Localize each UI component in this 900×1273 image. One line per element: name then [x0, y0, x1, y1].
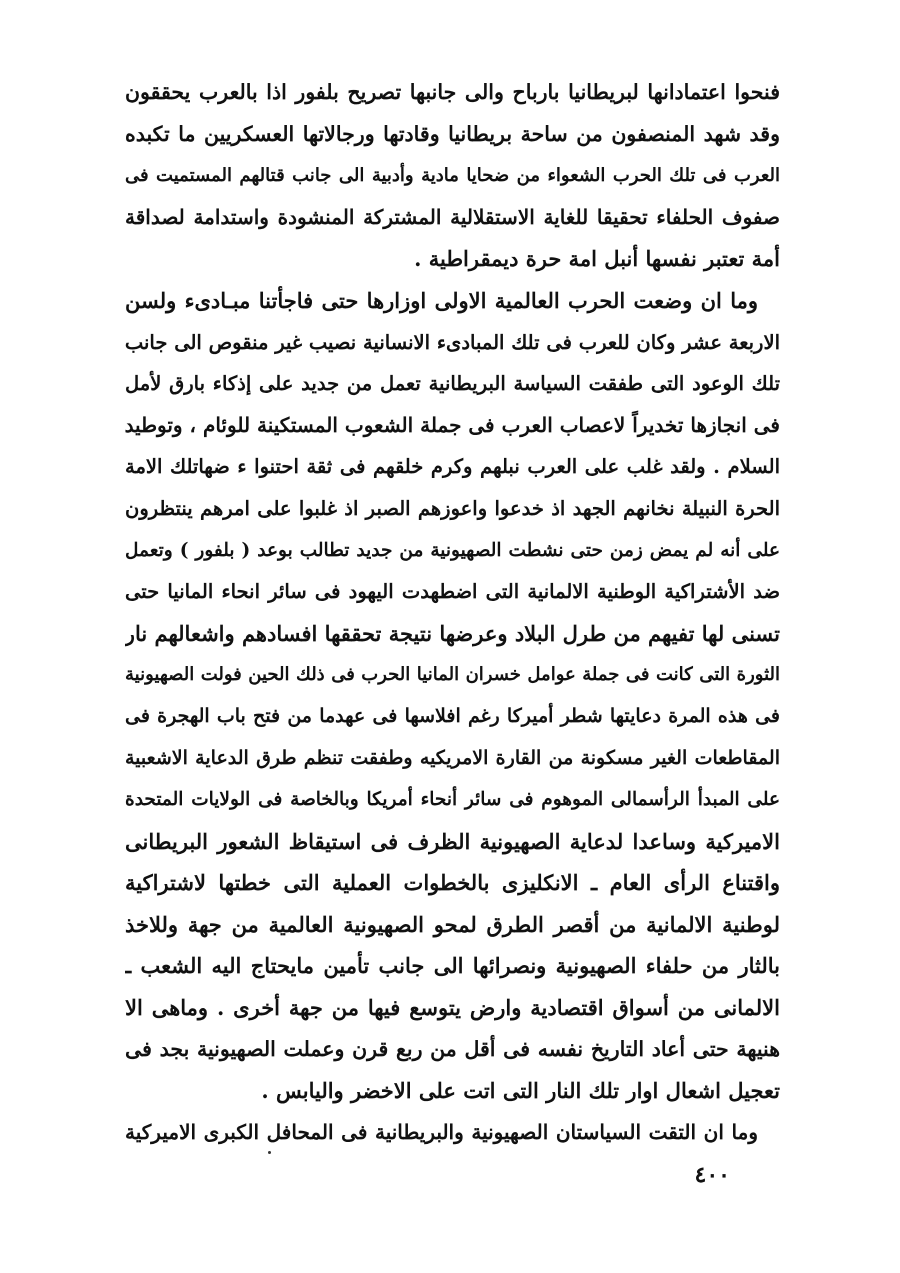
- text-line: الاربعة عشر وكان للعرب فى تلك المبادىء الانسانية نصيب غير منقوص الى جانب: [125, 330, 780, 354]
- text-line: العرب فى تلك الحرب الشعواء من ضحايا مادية وأدبية الى جانب قتالهم المستميت فى: [125, 165, 780, 187]
- text-line: السلام . ولقد غلب على العرب نبلهم وكرم خلقهم فى ثقة احتنوا ء ضهاتلك الامة: [125, 455, 780, 479]
- paragraph-end-line: تعجيل اشعال اوار تلك النار التى اتت على الاخضر واليابس .: [261, 1078, 780, 1104]
- text-line: هنيهة حتى أعاد التاريخ نفسه فى أقل من ربع قرن وعملت الصهيونية بجد فى: [125, 1036, 780, 1061]
- text-line: تلك الوعود التى طفقت السياسة البريطانية تعمل من جديد على إذكاء بارق لأمل: [125, 372, 780, 396]
- paragraph-start-line: وما ان التقت السياستان الصهيونية والبريطانية فى المحافل الكبرى الاميركية: [125, 1119, 758, 1144]
- scan-speck: [268, 1151, 271, 1154]
- page-number: ٤٠٠: [694, 1162, 730, 1188]
- text-line: تسنى لها تفيهم من طرل البلاد وعرضها نتيجة تحققها افسادهم واشعالهم نار: [125, 620, 780, 646]
- text-line: وقد شهد المنصفون من ساحة بريطانيا وقادتها ورجالاتها العسكريين ما تكبده: [125, 121, 780, 146]
- text-line: بالثار من حلفاء الصهيونية ونصرائها الى جانب تأمين مايحتاج اليه الشعب ـ: [125, 953, 780, 979]
- text-line: على أنه لم يمض زمن حتى نشطت الصهيونية من جديد تطالب بوعد ( بلفور ) وتعمل: [125, 539, 780, 561]
- text-line: لوطنية الالمانية من أقصر الطرق لمحو الصهيونية العالمية من جهة وللاخذ: [125, 911, 780, 937]
- text-line: فنحوا اعتمادانها لبريطانيا بارباح والى جانبها تصريح بلفور اذا بالعرب يحققون: [125, 80, 780, 104]
- text-line: صفوف الحلفاء تحقيقا للغاية الاستقلالية المشتركة المنشودة واستدامة لصداقة: [125, 204, 780, 229]
- body-text: [125, 72, 780, 1153]
- text-line: فى هذه المرة دعايتها شطر أميركا رغم افلاسها فى عهدما من فتح باب الهجرة فى: [125, 704, 780, 727]
- text-line: الالمانى من أسواق اقتصادية وارض يتوسع فيها من جهة أخرى . وماهى الا: [125, 995, 780, 1021]
- text-line: ضد الأشتراكية الوطنية الالمانية التى اضطهدت اليهود فى سائر انحاء المانيا حتى: [125, 580, 780, 604]
- text-line: الحرة النبيلة نخانهم الجهد اذ خدعوا واعوزهم الصبر اذ غلبوا على امرهم ينتظرون: [125, 496, 780, 520]
- paragraph-end-line: أمة تعتبر نفسها أنبل امة حرة ديمقراطية .: [414, 246, 780, 272]
- paragraph-start-line: وما ان وضعت الحرب العالمية الاولى اوزارها حتى فاجأتنا مبـادىء ولسن: [125, 287, 758, 313]
- text-line: على المبدأ الرأسمالى الموهوم فى سائر أنحاء أمريكا وبالخاصة فى الولايات المتحدة: [125, 789, 780, 811]
- text-line: واقتناع الرأى العام ـ الانكليزى بالخطوات العملية التى خطتها لاشتراكية: [125, 870, 780, 896]
- text-line: الاميركية وساعدا لدعاية الصهيونية الظرف فى استيقاظ الشعور البريطانى: [125, 828, 780, 854]
- text-line: فى انجازها تخديراً لاعصاب العرب فى جملة الشعوب المستكينة للوئام ، وتوطيد: [125, 412, 780, 437]
- text-line: المقاطعات الغير مسكونة من القارة الامريكيه وطفقت تنظم طرق الدعاية الاشعبية: [125, 746, 780, 769]
- text-line: الثورة التى كانت فى جملة عوامل خسران المانيا الحرب فى ذلك الحين فولت الصهيونية: [125, 664, 780, 686]
